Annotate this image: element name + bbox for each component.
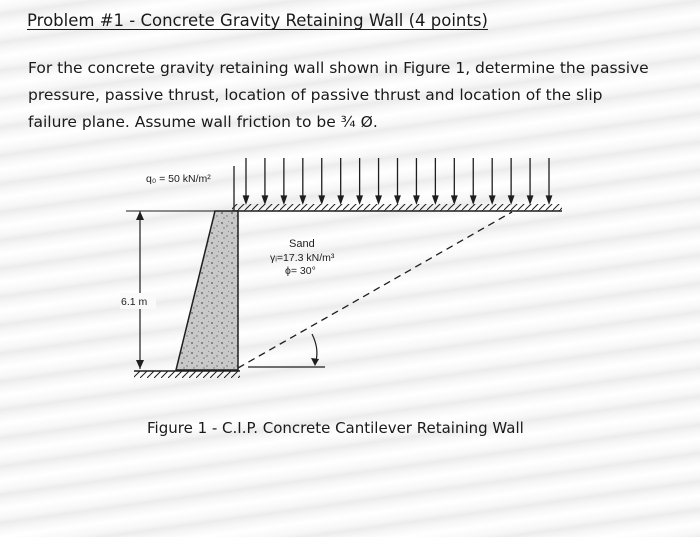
surcharge-arrowhead [509, 196, 514, 203]
surcharge-arrowhead [414, 196, 419, 203]
surcharge-arrowhead [490, 196, 495, 203]
surcharge-arrowhead [471, 196, 476, 203]
surcharge-arrowhead [376, 196, 381, 203]
soil-name: Sand [289, 238, 315, 250]
ground-surface-hatch [232, 204, 562, 211]
surcharge-arrowhead [357, 196, 362, 203]
failure-plane [238, 212, 512, 368]
height-label: 6.1 m [121, 296, 148, 308]
dimension-arrow-top [136, 211, 144, 220]
soil-unit-weight: γᵢ=17.3 kN/m³ [270, 252, 335, 264]
base-ground-hatch [134, 371, 240, 378]
figure-caption: Figure 1 - C.I.P. Concrete Cantilever Retaining Wall [147, 419, 524, 437]
surcharge-arrowhead [338, 196, 343, 203]
surcharge-arrowhead [433, 196, 438, 203]
surcharge-arrowhead [281, 196, 286, 203]
problem-line-3: failure plane. Assume wall friction to be ¾ Ø. [28, 113, 378, 131]
concrete-wall [176, 211, 238, 370]
surcharge-label: q₀ = 50 kN/m² [146, 173, 211, 185]
surcharge-arrowhead [395, 196, 400, 203]
dimension-arrow-bottom [136, 360, 144, 369]
surcharge-arrowhead [244, 196, 249, 203]
surcharge-arrowhead [452, 196, 457, 203]
surcharge-arrowhead [262, 196, 267, 203]
problem-line-1: For the concrete gravity retaining wall shown in Figure 1, determine the passive [28, 59, 649, 77]
angle-arrowhead [311, 358, 319, 366]
surcharge-arrows [234, 158, 552, 211]
surcharge-arrowhead [528, 196, 533, 203]
surcharge-arrowhead [300, 196, 305, 203]
problem-title: Problem #1 - Concrete Gravity Retaining Wall (4 points) [27, 11, 488, 30]
surcharge-arrowhead [547, 196, 552, 203]
problem-line-2: pressure, passive thrust, location of passive thrust and location of the slip [28, 86, 603, 104]
surcharge-arrowhead [319, 196, 324, 203]
soil-friction-angle: ϕ= 30° [285, 265, 316, 277]
